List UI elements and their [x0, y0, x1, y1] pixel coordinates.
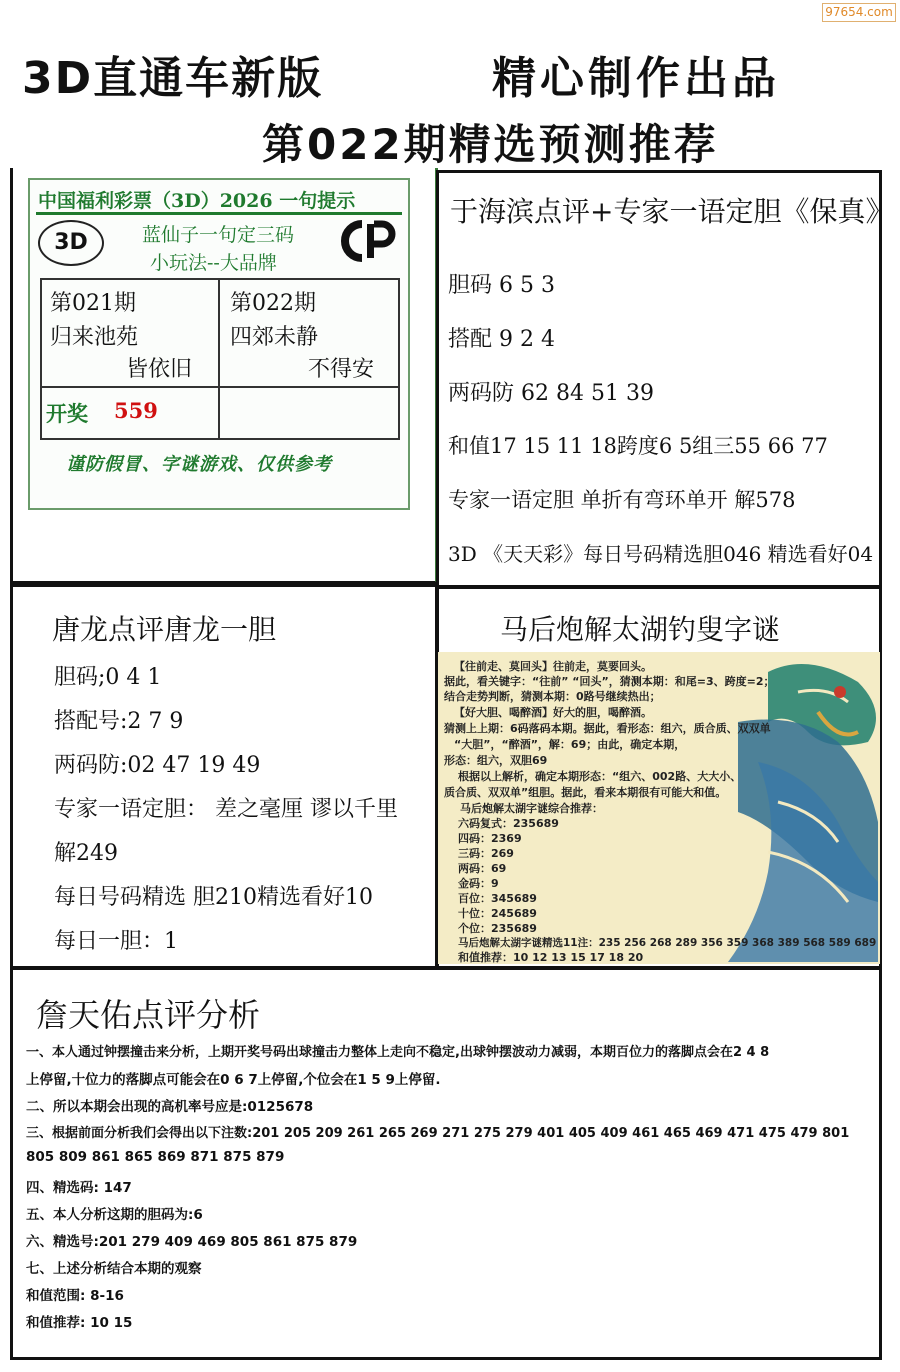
puzzle-line: 马后炮解太湖字谜综合推荐：	[460, 802, 603, 815]
next-poem-line-2: 不得安	[308, 357, 375, 382]
next-issue-label: 第022期	[230, 291, 316, 316]
draw-label: 开奖	[46, 401, 88, 426]
yu-line: 两码防 62 84 51 39	[448, 381, 654, 406]
puzzle-line: 猜测上上期：6码落码本期。据此，看形态：组六，质合质、双双单	[444, 722, 771, 735]
zhan-line: 和值推荐: 10 15	[26, 1315, 133, 1331]
card-subtitle-1: 蓝仙子一句定三码	[142, 224, 295, 246]
zhan-line: 一、本人通过钟摆撞击来分析，上期开奖号码出球撞击力整体上走向不稳定,出球钟摆波动力减弱，本期百位力的落脚点会在2 4 8	[26, 1045, 770, 1060]
issue-grid	[40, 278, 400, 440]
yu-line: 3D 《天天彩》每日号码精选胆046 精选看好04	[448, 542, 874, 566]
puzzle-line: 形态：组六，双胆69	[444, 754, 548, 767]
tang-line: 专家一语定胆： 差之毫厘 谬以千里	[54, 797, 398, 822]
lottery-hint-card	[28, 178, 410, 510]
site-watermark: 97654.com	[822, 3, 896, 22]
zhan-line: 四、精选码: 147	[26, 1180, 132, 1196]
prev-poem-line-1: 归来池苑	[50, 325, 139, 350]
next-poem-line-1: 四郊未静	[230, 325, 319, 350]
puzzle-line: 四码：2369	[458, 832, 522, 845]
header-right-title: 精心制作出品	[492, 53, 780, 104]
card-subtitle-2: 小玩法--大品牌	[150, 252, 277, 274]
zhan-line: 三、根据前面分析我们会得出以下注数:201 205 209 261 265 269 271 275 279 401 405 409 461 465 469 471 475 479 801	[26, 1126, 850, 1141]
welfare-lottery-logo-icon	[340, 218, 398, 264]
puzzle-panel	[438, 652, 880, 964]
issue-title: 第022期精选预测推荐	[262, 120, 719, 169]
card-warning: 谨防假冒、字谜游戏、仅供参考	[66, 454, 332, 475]
tang-line: 解249	[54, 841, 118, 866]
puzzle-line: “大胆”，“醉酒”，解：69；由此，确定本期，	[454, 738, 686, 751]
puzzle-line: 结合走势判断，猜测本期：0路号继续热出；	[444, 690, 661, 703]
puzzle-line: 据此，看关键字：“往前” “回头”，猜测本期：和尾=3、跨度=2；	[444, 675, 775, 688]
card-divider	[36, 212, 402, 215]
puzzle-title: 马后炮解太湖钓叟字谜	[500, 613, 781, 646]
card-title: 中国福利彩票（3D）2026 一句提示	[38, 190, 356, 212]
puzzle-line: 百位：345689	[458, 892, 537, 905]
yu-line: 专家一语定胆 单折有弯环单开 解578	[448, 488, 796, 512]
puzzle-line: 【往前走、莫回头】往前走，莫要回头。	[454, 660, 652, 673]
puzzle-line: 和值推荐：10 12 13 15 17 18 20	[458, 951, 644, 964]
puzzle-line: 根据以上解析，确定本期形态：“组六、002路、大大小、	[458, 770, 742, 783]
yu-line: 和值17 15 11 18跨度6 5组三55 66 77	[448, 434, 828, 458]
tang-line: 两码防:02 47 19 49	[54, 753, 261, 778]
zhan-line: 二、所以本期会出现的高机率号应是:0125678	[26, 1099, 314, 1115]
yu-title: 于海滨点评+专家一语定胆《保真》	[450, 195, 894, 228]
puzzle-line: 质合质、双双单”组胆。据此，看来本期很有可能大和值。	[444, 786, 727, 799]
yu-line: 胆码 6 5 3	[448, 273, 555, 298]
puzzle-line: 六码复式：235689	[458, 817, 559, 830]
zhan-line: 五、本人分析这期的胆码为:6	[26, 1207, 203, 1223]
puzzle-line: 三码：269	[458, 847, 514, 860]
puzzle-line: 【好大胆、喝醉酒】好大的胆，喝醉酒。	[454, 706, 652, 719]
puzzle-line: 个位：235689	[458, 922, 537, 935]
zhan-title: 詹天佑点评分析	[36, 996, 261, 1034]
draw-value: 559	[114, 398, 158, 423]
prev-issue-label: 第021期	[50, 291, 136, 316]
tang-title: 唐龙点评唐龙一胆	[52, 613, 277, 646]
tang-line: 搭配号:2 7 9	[54, 709, 184, 734]
puzzle-line: 金码：9	[458, 877, 499, 890]
puzzle-line: 马后炮解太湖字谜精选11注：235 256 268 289 356 359 368 389 568 589 689	[458, 937, 877, 949]
header-left-title: 3D直通车新版	[22, 53, 324, 104]
tang-line: 胆码;0 4 1	[54, 665, 162, 690]
3d-logo-icon: 3D	[38, 220, 104, 266]
zhan-line: 805 809 861 865 869 871 875 879	[26, 1149, 285, 1165]
puzzle-line: 十位：245689	[458, 907, 537, 920]
puzzle-line: 两码：69	[458, 862, 507, 875]
zhan-line: 六、精选号:201 279 409 469 805 861 875 879	[26, 1234, 358, 1250]
zhan-line: 和值范围: 8-16	[26, 1288, 124, 1304]
prev-poem-line-2: 皆依旧	[126, 357, 193, 382]
yu-line: 搭配 9 2 4	[448, 327, 555, 352]
tang-line: 每日号码精选 胆210精选看好10	[54, 885, 373, 910]
zhan-line: 七、上述分析结合本期的观察	[26, 1261, 202, 1277]
zhan-line: 上停留,十位力的落脚点可能会在0 6 7上停留,个位会在1 5 9上停留.	[26, 1072, 441, 1088]
tang-line: 每日一胆：1	[54, 929, 178, 954]
